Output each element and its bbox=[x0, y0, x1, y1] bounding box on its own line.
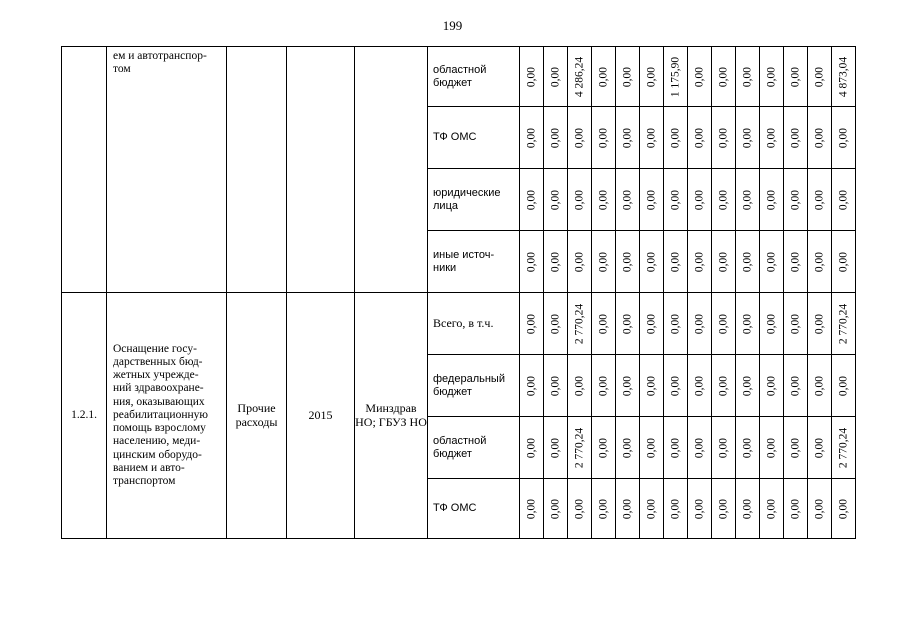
value-text: 0,00 bbox=[644, 313, 657, 334]
value-text: 0,00 bbox=[692, 498, 705, 519]
value-cell bbox=[640, 47, 664, 107]
funding-source bbox=[428, 417, 520, 479]
value-cell bbox=[712, 169, 736, 231]
value-text: 0,00 bbox=[644, 189, 657, 210]
value-text: 0,00 bbox=[572, 375, 585, 396]
value-text: 0,00 bbox=[716, 251, 729, 272]
value-cell bbox=[760, 355, 784, 417]
value-text: 0,00 bbox=[788, 127, 801, 148]
value-cell bbox=[832, 47, 856, 107]
value-text: 0,00 bbox=[812, 189, 825, 210]
expense-type bbox=[227, 293, 287, 539]
funding-source bbox=[428, 355, 520, 417]
item-number bbox=[62, 293, 107, 539]
value-text: 0,00 bbox=[572, 189, 585, 210]
value-text: 2 770,24 bbox=[572, 303, 585, 344]
value-cell bbox=[544, 293, 568, 355]
value-text: 0,00 bbox=[692, 251, 705, 272]
value-text: 0,00 bbox=[548, 313, 561, 334]
value-cell bbox=[736, 293, 760, 355]
value-text: 0,00 bbox=[668, 313, 681, 334]
value-text: 4 286,24 bbox=[572, 56, 585, 97]
value-cell bbox=[736, 47, 760, 107]
value-cell bbox=[808, 293, 832, 355]
value-cell bbox=[592, 293, 616, 355]
value-cell bbox=[568, 47, 592, 107]
value-cell bbox=[544, 169, 568, 231]
value-text: 0,00 bbox=[620, 437, 633, 458]
value-cell bbox=[688, 479, 712, 539]
value-text: 0,00 bbox=[620, 375, 633, 396]
value-text: 0,00 bbox=[668, 189, 681, 210]
value-cell bbox=[664, 231, 688, 293]
value-cell bbox=[640, 355, 664, 417]
value-text: 0,00 bbox=[596, 498, 609, 519]
value-cell bbox=[688, 47, 712, 107]
budget-table bbox=[61, 46, 856, 539]
value-text: 0,00 bbox=[812, 127, 825, 148]
value-cell bbox=[784, 355, 808, 417]
value-text: 0,00 bbox=[644, 437, 657, 458]
value-cell bbox=[712, 355, 736, 417]
value-cell bbox=[760, 169, 784, 231]
value-text: 2 770,24 bbox=[836, 303, 849, 344]
value-text: 0,00 bbox=[788, 251, 801, 272]
value-text: 0,00 bbox=[764, 375, 777, 396]
value-cell bbox=[688, 169, 712, 231]
value-cell bbox=[736, 479, 760, 539]
value-cell bbox=[544, 231, 568, 293]
expense-type bbox=[227, 47, 287, 293]
value-cell bbox=[592, 231, 616, 293]
value-cell bbox=[544, 355, 568, 417]
value-text: 0,00 bbox=[524, 313, 537, 334]
value-cell bbox=[760, 231, 784, 293]
executor bbox=[355, 47, 428, 293]
value-cell bbox=[520, 107, 544, 169]
value-cell bbox=[784, 293, 808, 355]
value-cell bbox=[784, 169, 808, 231]
value-text: 0,00 bbox=[596, 127, 609, 148]
value-text: 0,00 bbox=[668, 437, 681, 458]
value-cell bbox=[832, 169, 856, 231]
value-text: 0,00 bbox=[788, 498, 801, 519]
value-text: 0,00 bbox=[788, 189, 801, 210]
item-name bbox=[107, 293, 227, 539]
value-text: 0,00 bbox=[596, 189, 609, 210]
value-cell bbox=[616, 355, 640, 417]
value-text: 0,00 bbox=[692, 437, 705, 458]
funding-source-label: Всего, в т.ч. bbox=[433, 315, 494, 330]
value-text: 0,00 bbox=[764, 437, 777, 458]
value-text: 0,00 bbox=[596, 66, 609, 87]
value-cell bbox=[808, 169, 832, 231]
value-text: 0,00 bbox=[596, 251, 609, 272]
value-cell bbox=[640, 293, 664, 355]
value-cell bbox=[520, 231, 544, 293]
value-text: 0,00 bbox=[764, 498, 777, 519]
value-text: 0,00 bbox=[548, 189, 561, 210]
value-cell bbox=[664, 355, 688, 417]
value-cell bbox=[640, 169, 664, 231]
value-cell bbox=[688, 293, 712, 355]
value-text: 0,00 bbox=[596, 437, 609, 458]
value-text: 0,00 bbox=[716, 498, 729, 519]
value-text: 0,00 bbox=[836, 375, 849, 396]
value-cell bbox=[760, 293, 784, 355]
value-cell bbox=[712, 47, 736, 107]
value-cell bbox=[544, 47, 568, 107]
funding-source-label: областной бюджет bbox=[433, 63, 487, 89]
value-text: 0,00 bbox=[620, 498, 633, 519]
value-text: 0,00 bbox=[644, 375, 657, 396]
value-text: 0,00 bbox=[620, 127, 633, 148]
value-cell bbox=[568, 231, 592, 293]
value-cell bbox=[736, 355, 760, 417]
value-cell bbox=[688, 355, 712, 417]
page-number: 199 bbox=[442, 18, 463, 33]
item-name-text: Оснащение госу- дарственных бюд- жетных учрежде- ний здравоохране- ния, оказывающих реабилитационную помощь взрослому населению, меди- цинским оборудо- ванием и авто- транспортом bbox=[113, 342, 208, 487]
value-text: 0,00 bbox=[644, 127, 657, 148]
value-cell bbox=[568, 417, 592, 479]
value-text: 0,00 bbox=[692, 66, 705, 87]
value-cell bbox=[568, 479, 592, 539]
value-text: 0,00 bbox=[836, 189, 849, 210]
value-text: 2 770,24 bbox=[836, 427, 849, 468]
funding-source-label: ТФ ОМС bbox=[433, 502, 477, 515]
value-cell bbox=[640, 107, 664, 169]
executor-text: Минздрав НО; ГБУЗ НО bbox=[355, 400, 427, 429]
value-text: 0,00 bbox=[740, 66, 753, 87]
value-cell bbox=[592, 169, 616, 231]
value-text: 0,00 bbox=[524, 66, 537, 87]
value-cell bbox=[616, 47, 640, 107]
value-cell bbox=[808, 479, 832, 539]
value-cell bbox=[664, 293, 688, 355]
value-text: 0,00 bbox=[620, 251, 633, 272]
funding-source bbox=[428, 479, 520, 539]
value-text: 0,00 bbox=[668, 375, 681, 396]
value-cell bbox=[736, 169, 760, 231]
value-cell bbox=[760, 479, 784, 539]
value-text: 0,00 bbox=[524, 498, 537, 519]
value-text: 0,00 bbox=[716, 189, 729, 210]
value-cell bbox=[688, 417, 712, 479]
value-cell bbox=[712, 293, 736, 355]
value-text: 0,00 bbox=[620, 66, 633, 87]
executor bbox=[355, 293, 428, 539]
value-text: 0,00 bbox=[548, 127, 561, 148]
value-cell bbox=[664, 107, 688, 169]
funding-source-label: федеральный бюджет bbox=[433, 372, 505, 398]
value-cell bbox=[808, 47, 832, 107]
value-cell bbox=[808, 107, 832, 169]
item-year-text: 2015 bbox=[308, 407, 333, 422]
value-text: 0,00 bbox=[812, 375, 825, 396]
value-cell bbox=[832, 231, 856, 293]
value-text: 0,00 bbox=[524, 437, 537, 458]
value-text: 0,00 bbox=[812, 313, 825, 334]
value-text: 0,00 bbox=[716, 375, 729, 396]
value-text: 0,00 bbox=[644, 498, 657, 519]
value-cell bbox=[832, 107, 856, 169]
item-number bbox=[62, 47, 107, 293]
value-text: 0,00 bbox=[548, 251, 561, 272]
value-text: 0,00 bbox=[524, 189, 537, 210]
value-text: 0,00 bbox=[716, 127, 729, 148]
value-cell bbox=[760, 417, 784, 479]
value-cell bbox=[664, 169, 688, 231]
value-cell bbox=[784, 231, 808, 293]
value-text: 0,00 bbox=[596, 313, 609, 334]
value-cell bbox=[520, 47, 544, 107]
funding-source-label: ТФ ОМС bbox=[433, 131, 477, 144]
funding-source bbox=[428, 107, 520, 169]
table-row bbox=[62, 293, 856, 355]
item-name bbox=[107, 47, 227, 293]
value-text: 0,00 bbox=[812, 498, 825, 519]
value-text: 0,00 bbox=[716, 313, 729, 334]
value-text: 0,00 bbox=[692, 127, 705, 148]
value-text: 0,00 bbox=[644, 251, 657, 272]
table-row bbox=[62, 47, 856, 107]
value-text: 0,00 bbox=[764, 189, 777, 210]
value-cell bbox=[712, 479, 736, 539]
value-cell bbox=[616, 293, 640, 355]
value-text: 0,00 bbox=[668, 498, 681, 519]
value-text: 0,00 bbox=[740, 313, 753, 334]
value-text: 0,00 bbox=[668, 251, 681, 272]
value-cell bbox=[520, 417, 544, 479]
funding-source bbox=[428, 231, 520, 293]
value-cell bbox=[616, 169, 640, 231]
value-text: 0,00 bbox=[740, 189, 753, 210]
value-cell bbox=[520, 479, 544, 539]
value-text: 0,00 bbox=[524, 375, 537, 396]
value-cell bbox=[688, 231, 712, 293]
value-cell bbox=[808, 417, 832, 479]
value-cell bbox=[520, 169, 544, 231]
value-cell bbox=[640, 479, 664, 539]
value-cell bbox=[832, 479, 856, 539]
funding-source-label: иные источ-ники bbox=[433, 248, 495, 274]
value-cell bbox=[736, 417, 760, 479]
value-cell bbox=[592, 417, 616, 479]
value-text: 0,00 bbox=[764, 66, 777, 87]
value-cell bbox=[760, 107, 784, 169]
funding-source-label: областной бюджет bbox=[433, 434, 487, 460]
value-cell bbox=[832, 355, 856, 417]
item-year bbox=[287, 47, 355, 293]
value-text: 0,00 bbox=[812, 66, 825, 87]
value-text: 0,00 bbox=[716, 66, 729, 87]
value-text: 0,00 bbox=[548, 498, 561, 519]
value-text: 0,00 bbox=[524, 251, 537, 272]
value-text: 0,00 bbox=[812, 437, 825, 458]
funding-source bbox=[428, 293, 520, 355]
value-text: 0,00 bbox=[692, 189, 705, 210]
value-text: 0,00 bbox=[812, 251, 825, 272]
value-text: 0,00 bbox=[572, 127, 585, 148]
funding-source-label: юридические лица bbox=[433, 186, 501, 212]
value-text: 0,00 bbox=[572, 251, 585, 272]
value-cell bbox=[832, 293, 856, 355]
value-text: 0,00 bbox=[764, 127, 777, 148]
value-cell bbox=[736, 231, 760, 293]
value-text: 0,00 bbox=[740, 437, 753, 458]
value-text: 1 175,90 bbox=[668, 56, 681, 97]
value-cell bbox=[712, 107, 736, 169]
value-cell bbox=[568, 293, 592, 355]
value-text: 0,00 bbox=[788, 66, 801, 87]
value-cell bbox=[760, 47, 784, 107]
value-text: 0,00 bbox=[764, 313, 777, 334]
value-cell bbox=[664, 417, 688, 479]
value-cell bbox=[592, 107, 616, 169]
value-cell bbox=[616, 107, 640, 169]
value-text: 0,00 bbox=[548, 375, 561, 396]
value-cell bbox=[784, 107, 808, 169]
value-text: 0,00 bbox=[644, 66, 657, 87]
value-cell bbox=[592, 355, 616, 417]
value-text: 0,00 bbox=[788, 313, 801, 334]
value-text: 0,00 bbox=[620, 313, 633, 334]
value-cell bbox=[640, 231, 664, 293]
value-cell bbox=[616, 417, 640, 479]
value-text: 0,00 bbox=[548, 66, 561, 87]
value-cell bbox=[520, 293, 544, 355]
value-text: 0,00 bbox=[740, 127, 753, 148]
value-text: 0,00 bbox=[716, 437, 729, 458]
value-cell bbox=[784, 47, 808, 107]
value-cell bbox=[544, 107, 568, 169]
value-cell bbox=[832, 417, 856, 479]
value-text: 0,00 bbox=[620, 189, 633, 210]
value-cell bbox=[736, 107, 760, 169]
value-cell bbox=[568, 107, 592, 169]
value-cell bbox=[712, 231, 736, 293]
value-cell bbox=[520, 355, 544, 417]
value-cell bbox=[808, 355, 832, 417]
value-cell bbox=[544, 417, 568, 479]
value-text: 0,00 bbox=[740, 251, 753, 272]
value-text: 0,00 bbox=[572, 498, 585, 519]
value-cell bbox=[640, 417, 664, 479]
value-text: 0,00 bbox=[692, 313, 705, 334]
value-cell bbox=[808, 231, 832, 293]
value-cell bbox=[544, 479, 568, 539]
value-text: 0,00 bbox=[740, 498, 753, 519]
item-name-text: ем и автотранспор- том bbox=[113, 50, 207, 76]
value-text: 0,00 bbox=[836, 498, 849, 519]
value-cell bbox=[688, 107, 712, 169]
value-cell bbox=[616, 479, 640, 539]
value-cell bbox=[712, 417, 736, 479]
funding-source bbox=[428, 169, 520, 231]
value-text: 0,00 bbox=[524, 127, 537, 148]
value-cell bbox=[592, 479, 616, 539]
value-text: 0,00 bbox=[740, 375, 753, 396]
value-cell bbox=[664, 47, 688, 107]
value-text: 0,00 bbox=[788, 375, 801, 396]
value-cell bbox=[568, 355, 592, 417]
item-year bbox=[287, 293, 355, 539]
value-cell bbox=[568, 169, 592, 231]
value-text: 0,00 bbox=[668, 127, 681, 148]
value-text: 0,00 bbox=[788, 437, 801, 458]
value-cell bbox=[592, 47, 616, 107]
item-number-text: 1.2.1. bbox=[71, 408, 97, 421]
value-text: 0,00 bbox=[548, 437, 561, 458]
value-text: 0,00 bbox=[692, 375, 705, 396]
value-text: 4 873,04 bbox=[836, 56, 849, 97]
value-text: 0,00 bbox=[596, 375, 609, 396]
funding-source bbox=[428, 47, 520, 107]
value-cell bbox=[784, 417, 808, 479]
value-cell bbox=[664, 479, 688, 539]
value-cell bbox=[616, 231, 640, 293]
value-text: 0,00 bbox=[764, 251, 777, 272]
value-text: 2 770,24 bbox=[572, 427, 585, 468]
value-text: 0,00 bbox=[836, 127, 849, 148]
value-cell bbox=[784, 479, 808, 539]
expense-type-text: Прочие расходы bbox=[235, 400, 278, 429]
value-text: 0,00 bbox=[836, 251, 849, 272]
